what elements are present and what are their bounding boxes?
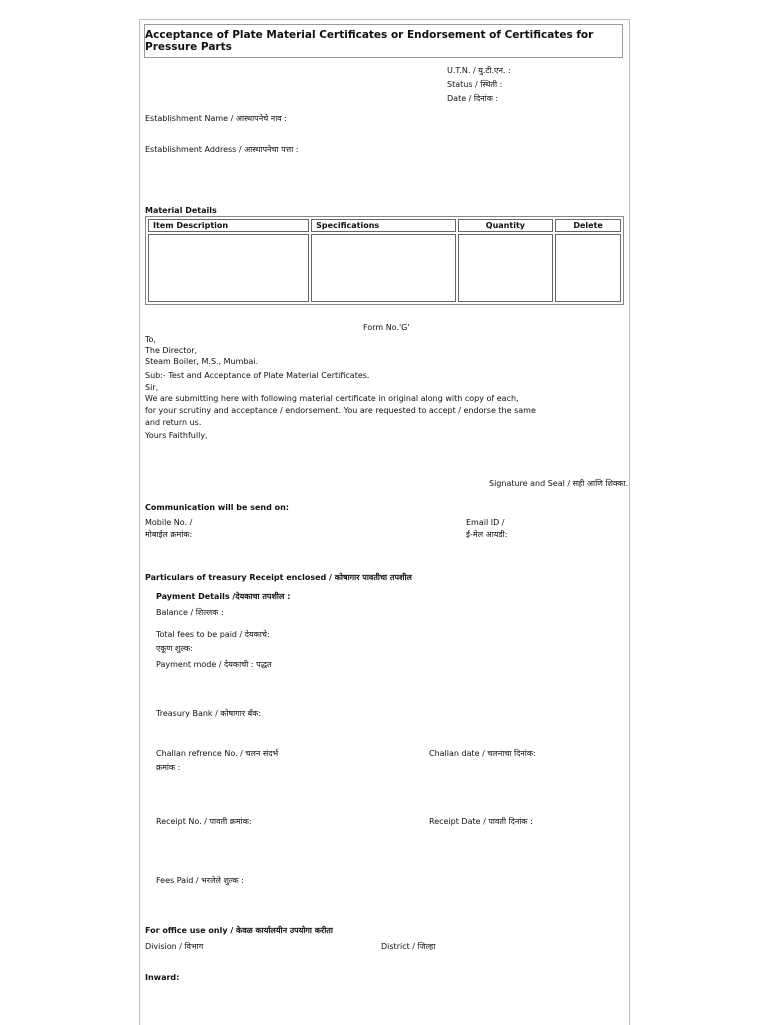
mobile-label-marathi: मोबाईल क्रमांक: <box>145 530 193 539</box>
status-label: Status / स्थिती : <box>447 80 503 89</box>
challan-date-label: Challan date / चलनाचा दिनांक: <box>429 749 536 758</box>
email-label: Email ID / <box>466 518 505 527</box>
payment-mode-label: Payment mode / देयकाची : पद्धत <box>156 660 272 669</box>
email-label-marathi: ई-मेल आयडी: <box>466 530 508 539</box>
date-label: Date / दिनांक : <box>447 94 499 103</box>
material-header-row <box>148 219 621 232</box>
total-fees-label: Total fees to be paid / देयकाचे: <box>156 630 270 639</box>
payment-details-heading: Payment Details /देयकाचा तपशील : <box>156 592 291 601</box>
signature-seal-label: Signature and Seal / सही आणि शिक्का. <box>489 479 629 488</box>
title-box <box>144 24 623 58</box>
specifications-cell[interactable] <box>311 234 455 302</box>
balance-label: Balance / शिल्लक : <box>156 608 224 617</box>
communication-heading: Communication will be send on: <box>145 503 289 512</box>
col-quantity: Quantity <box>458 219 554 232</box>
letter-body-line-2: for your scrutiny and acceptance / endorsement. You are requested to accept / endorse the same <box>145 406 536 415</box>
establishment-address-label: Establishment Address / आस्थापनेचा पत्ता : <box>145 145 299 154</box>
treasury-bank-label: Treasury Bank / कोषागार बँक: <box>156 709 262 718</box>
letter-to: To, <box>145 335 156 344</box>
receipt-no-label: Receipt No. / पावती क्रमांक: <box>156 817 252 826</box>
col-specifications: Specifications <box>311 219 455 232</box>
page-title: Acceptance of Plate Material Certificates or Endorsement of Certificates for Pressure Parts <box>145 29 594 53</box>
quantity-cell[interactable] <box>458 234 554 302</box>
col-delete: Delete <box>555 219 621 232</box>
material-row <box>148 234 621 302</box>
letter-recipient: The Director, <box>145 346 198 355</box>
receipt-date-label: Receipt Date / पावती दिनांक : <box>429 817 533 826</box>
total-fees-label-marathi: एकूण शुल्क: <box>156 644 193 653</box>
treasury-heading: Particulars of treasury Receipt enclosed / कोषागार पावतीचा तपशील <box>145 573 412 582</box>
letter-body-line-3: and return us. <box>145 418 202 427</box>
fees-paid-label: Fees Paid / भरलेले शुल्क : <box>156 876 244 885</box>
letter-subject: Sub:- Test and Acceptance of Plate Material Certificates. <box>145 371 370 380</box>
col-item-description: Item Description <box>148 219 309 232</box>
delete-cell[interactable] <box>555 234 621 302</box>
division-label: Division / विभाग <box>145 942 204 951</box>
office-use-heading: For office use only / केवळ कार्यालयीन उपयोगा करीता <box>145 926 333 935</box>
mobile-label: Mobile No. / <box>145 518 193 527</box>
material-table <box>145 216 624 305</box>
inward-label: Inward: <box>145 973 180 982</box>
letter-salutation: Sir, <box>145 383 159 392</box>
letter-closing: Yours Faithfully, <box>145 431 208 440</box>
letter-recipient-address: Steam Boiler, M.S., Mumbai. <box>145 357 259 366</box>
establishment-name-label: Establishment Name / आस्थापनेचे नाव : <box>145 114 287 123</box>
challan-ref-label-marathi: क्रमांक : <box>156 763 181 772</box>
material-details-heading: Material Details <box>145 206 217 215</box>
challan-ref-label: Challan refrence No. / चलन संदर्भ <box>156 749 279 758</box>
letter-body-line-1: We are submitting here with following material certificate in original along with copy of each, <box>145 394 519 403</box>
item-description-cell[interactable] <box>148 234 309 302</box>
utn-label: U.T.N. / यु.टी.एन. : <box>447 66 511 75</box>
district-label: District / जिल्हा <box>381 942 436 951</box>
form-number: Form No.'G' <box>363 323 410 332</box>
